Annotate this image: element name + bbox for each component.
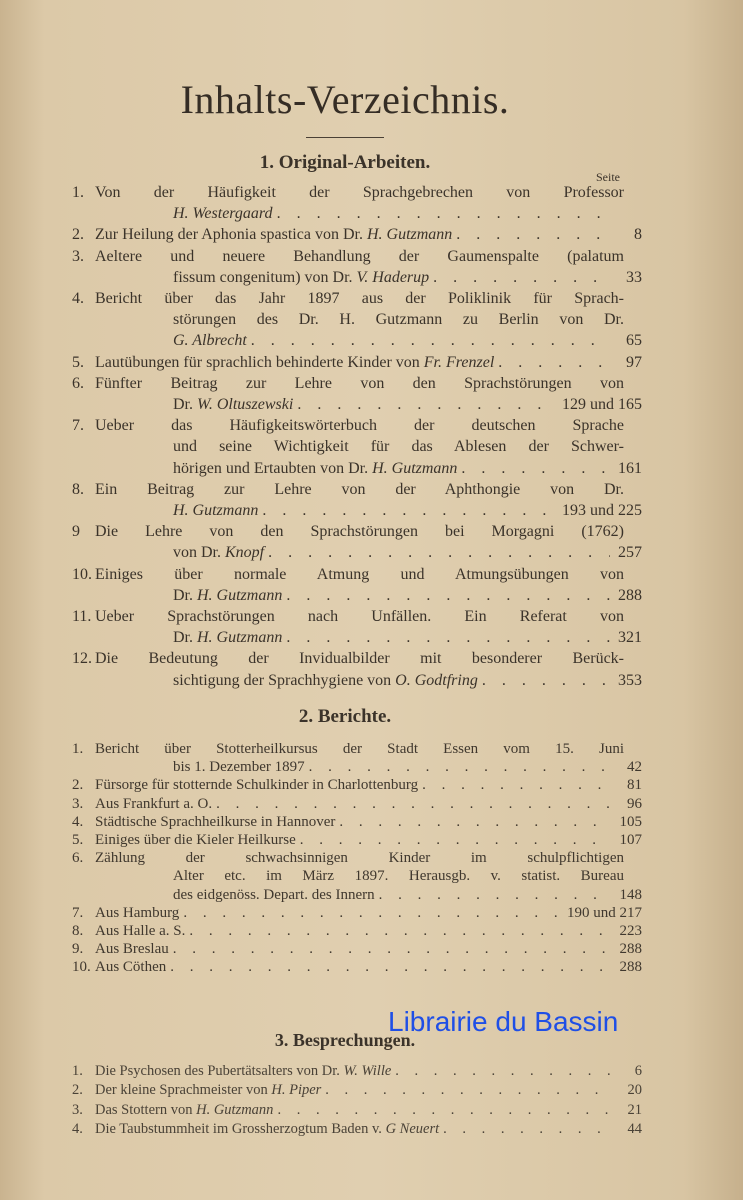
entry-text: Bericht über das Jahr 1897 aus der Poliklinik für Sprach-: [95, 290, 624, 308]
dot-leader: [268, 542, 610, 563]
toc-line: [72, 246, 642, 267]
page-number: 288: [619, 941, 642, 958]
section-list-berichte: [72, 740, 642, 977]
section-heading-original-arbeiten: 1. Original-Arbeiten.: [259, 152, 431, 173]
page-number: 193 und 225: [562, 502, 642, 520]
entry-text-line: [95, 352, 642, 373]
entry-title: [95, 831, 296, 849]
toc-entry: [72, 1101, 642, 1120]
entry-text: Ueber Sprachstörungen nach Unfällen. Ein Referat von: [95, 608, 624, 626]
entry-number: 4.: [72, 813, 84, 830]
dot-leader: [286, 627, 610, 648]
entry-title: [173, 309, 624, 330]
entry-text: Bericht über Stotterheilkursus der Stadt Essen vom 15. Juni: [95, 741, 624, 757]
entry-text-line: [95, 309, 642, 330]
entry-text-line: [95, 521, 642, 542]
section-heading-berichte: 2. Berichte.: [298, 706, 392, 727]
dot-leader: [433, 267, 610, 288]
toc-line: [72, 849, 642, 867]
dot-leader: [482, 670, 610, 691]
entry-text: Aus Breslau: [95, 941, 169, 958]
entry-author: H. Westergaard: [173, 205, 273, 223]
entry-text-line: [95, 813, 642, 831]
toc-entry: [72, 373, 642, 415]
toc-entry: [72, 776, 642, 794]
toc-entry: [72, 958, 642, 976]
toc-line: [72, 267, 642, 288]
entry-title: [173, 758, 305, 776]
entry-text-line: [95, 795, 642, 813]
page-column-label: Seite: [596, 170, 620, 184]
entry-text: fissum congenitum) von Dr.: [173, 268, 357, 286]
toc-line: [72, 288, 642, 309]
entry-number: 1.: [72, 1063, 83, 1079]
entry-number: 6.: [72, 374, 84, 392]
dot-leader: [251, 330, 610, 351]
toc-line: [72, 394, 642, 415]
toc-line: [72, 479, 642, 500]
toc-line: [72, 648, 642, 669]
entry-text: Die Bedeutung der Invidualbilder mit besonderer Berück-: [95, 650, 624, 668]
entry-number: 10.: [72, 959, 91, 976]
entry-text: Dr.: [173, 586, 197, 604]
entry-text-line: [95, 648, 642, 669]
dot-leader: [422, 776, 610, 794]
entry-title: [95, 922, 185, 940]
dot-leader: [456, 224, 610, 245]
entry-author: H. Gutzmann: [197, 629, 283, 647]
entry-text: Fürsorge für stotternde Schulkinder in Charlottenburg: [95, 777, 419, 794]
toc-entry: [72, 246, 642, 288]
section-list-besprechungen: [72, 1062, 642, 1139]
entry-number: 6.: [72, 850, 84, 867]
toc-line: [72, 670, 642, 691]
toc-entry: [72, 606, 642, 648]
toc-line: [72, 182, 642, 203]
toc-entry: [72, 831, 642, 849]
entry-text-line: [95, 670, 642, 691]
entry-title: [95, 940, 169, 958]
dot-leader: [183, 904, 563, 922]
entry-number: 7.: [72, 417, 84, 435]
entry-title: [95, 373, 624, 394]
entry-text-line: [95, 224, 642, 245]
entry-title: [95, 795, 212, 813]
dot-leader: [170, 958, 610, 976]
page-number: 288: [618, 586, 642, 604]
entry-text: sichtigung der Sprachhygiene von: [173, 671, 396, 689]
dot-leader: [277, 1101, 610, 1120]
toc-line: [72, 1101, 642, 1120]
entry-text-line: [95, 500, 642, 521]
dot-leader: [443, 1120, 610, 1139]
entry-text-line: [95, 627, 642, 648]
entry-text: von Dr.: [173, 544, 225, 562]
toc-entry: [72, 479, 642, 521]
dot-leader: [325, 1081, 610, 1100]
page-number: 21: [627, 1101, 642, 1118]
entry-author: G. Albrecht: [173, 332, 247, 350]
entry-number: 12.: [72, 650, 92, 668]
entry-text: Fünfter Beitrag zur Lehre von den Sprachstörungen von: [95, 374, 624, 392]
entry-author: H. Gutzmann: [366, 226, 453, 244]
entry-text-line: [95, 479, 642, 500]
entry-text-line: [95, 867, 642, 885]
toc-line: [72, 904, 642, 922]
entry-text: Die Lehre von den Sprachstörungen bei Morgagni (1762): [95, 523, 624, 541]
entry-text: Ein Beitrag zur Lehre von der Aphthongie von Dr.: [95, 480, 624, 498]
dot-leader: [173, 940, 610, 958]
entry-title: [95, 1101, 273, 1120]
page-number: 257: [618, 544, 642, 562]
entry-title: [95, 1081, 321, 1100]
entry-number: 3.: [72, 795, 84, 812]
toc-entry: [72, 182, 642, 224]
entry-text: Aus Hamburg: [95, 904, 180, 921]
toc-line: [72, 500, 642, 521]
entry-author: Fr. Frenzel: [423, 353, 495, 371]
entry-title: [173, 627, 282, 648]
page-number: 96: [627, 795, 642, 812]
entry-text-line: [95, 1101, 642, 1120]
entry-title: [95, 958, 166, 976]
entry-text: Aus Halle a. S.: [95, 923, 186, 940]
entry-title: [173, 500, 258, 521]
entry-number: 9: [72, 523, 80, 541]
toc-entry: [72, 1120, 642, 1139]
entry-text: des eidgenöss. Depart. des Innern: [173, 886, 375, 903]
watermark-logo: Librairie du Bassin: [388, 1006, 619, 1037]
toc-entry: [72, 940, 642, 958]
entry-text: Lautübungen für sprachlich behinderte Kinder von: [95, 353, 424, 371]
section-list-original-arbeiten: [72, 182, 642, 691]
toc-line: [72, 958, 642, 976]
entry-text-line: [95, 415, 642, 436]
entry-title: [173, 886, 375, 904]
entry-title: [95, 246, 624, 267]
entry-text: Das Stottern von: [95, 1101, 197, 1118]
entry-text-line: [95, 1062, 642, 1081]
page-number: 65: [626, 332, 642, 350]
entry-text-line: [95, 922, 642, 940]
dot-leader: [262, 500, 558, 521]
entry-title: [95, 1062, 391, 1081]
entry-title: [173, 267, 429, 288]
entry-number: 8.: [72, 923, 84, 940]
toc-entry: [72, 795, 642, 813]
entry-title: [173, 670, 478, 691]
entry-title: [95, 479, 624, 500]
entry-title: [95, 776, 418, 794]
toc-line: [72, 886, 642, 904]
entry-title: [173, 394, 293, 415]
entry-author: W. Oltuszewski: [197, 396, 294, 414]
entry-title: [95, 288, 624, 309]
entry-number: 1.: [72, 741, 84, 757]
entry-text: störungen des Dr. H. Gutzmann zu Berlin von Dr.: [173, 311, 624, 329]
entry-text-line: [95, 458, 642, 479]
entry-text: Zählung der schwachsinnigen Kinder im schulpflichtigen: [95, 850, 624, 867]
entry-text-line: [95, 394, 642, 415]
entry-text: Die Taubstummheit im Grossherzogtum Baden v.: [95, 1120, 386, 1137]
page-number: 33: [626, 268, 642, 286]
entry-number: 9.: [72, 941, 84, 958]
entry-text-line: [95, 1120, 642, 1139]
toc-line: [72, 1062, 642, 1081]
toc-line: [72, 606, 642, 627]
page-number: 223: [619, 923, 642, 940]
entry-author: H. Piper: [271, 1082, 322, 1099]
toc-line: [72, 831, 642, 849]
toc-entry: [72, 521, 642, 563]
entry-author: H. Gutzmann: [372, 459, 458, 477]
page-number: 20: [627, 1082, 642, 1099]
entry-title: [95, 415, 624, 436]
toc-line: [72, 458, 642, 479]
entry-author: O. Godtfring: [395, 671, 478, 689]
toc-entry: [72, 922, 642, 940]
dot-leader: [277, 203, 610, 224]
entry-number: 3.: [72, 1101, 83, 1118]
entry-text: Aeltere und neuere Behandlung der Gaumenspalte (palatum: [95, 247, 624, 265]
page-number: 161: [618, 459, 642, 477]
toc-line: [72, 224, 642, 245]
dot-leader: [395, 1062, 610, 1081]
entry-author: Knopf: [225, 544, 265, 562]
toc-line: [72, 585, 642, 606]
entry-title: [95, 1120, 439, 1139]
entry-title: [173, 458, 457, 479]
entry-text-line: [95, 288, 642, 309]
page-number: 129 und 165: [562, 396, 642, 414]
toc-line: [72, 521, 642, 542]
title-divider: [306, 137, 384, 138]
entry-text-line: [95, 886, 642, 904]
entry-number: 4.: [72, 1120, 83, 1137]
page-number: 105: [619, 813, 642, 830]
entry-text-line: [95, 740, 642, 758]
entry-text-line: [95, 758, 642, 776]
toc-line: [72, 330, 642, 351]
toc-line: [72, 1120, 642, 1139]
entry-text-line: [95, 182, 642, 203]
entry-number: 2.: [72, 777, 84, 794]
entry-text-line: [95, 849, 642, 867]
entry-text-line: [95, 203, 642, 224]
dot-leader: [461, 458, 610, 479]
toc-line: [72, 542, 642, 563]
page-number: 97: [626, 353, 642, 371]
toc-entry: [72, 1081, 642, 1100]
entry-text: Einiges über die Kieler Heilkurse: [95, 832, 296, 849]
page-number: 44: [627, 1120, 642, 1137]
section-heading-besprechungen: 3. Besprechungen.: [274, 1030, 416, 1050]
toc-line: [72, 776, 642, 794]
toc-entry: [72, 904, 642, 922]
dot-leader: [300, 831, 610, 849]
toc-line: [72, 795, 642, 813]
dot-leader: [339, 813, 610, 831]
toc-entry: [72, 564, 642, 606]
entry-text: Aus Cöthen: [95, 959, 167, 976]
page-number: 42: [627, 759, 642, 776]
page-number: 6: [634, 1063, 642, 1079]
toc-line: [72, 940, 642, 958]
entry-author: G Neuert: [385, 1120, 440, 1137]
page-title: Inhalts-Verzeichnis.: [180, 77, 510, 122]
toc-line: [72, 627, 642, 648]
toc-line: [72, 922, 642, 940]
entry-text: und seine Wichtigkeit für das Ablesen der Schwer-: [173, 438, 624, 456]
entry-text-line: [95, 585, 642, 606]
toc-line: [72, 415, 642, 436]
entry-text-line: [95, 330, 642, 351]
entry-author: H. Gutzmann: [173, 502, 259, 520]
entry-text: bis 1. Dezember 1897: [173, 759, 305, 776]
entry-title: [173, 203, 273, 224]
entry-text-line: [95, 246, 642, 267]
dot-leader: [286, 585, 610, 606]
page-number: 107: [619, 832, 642, 849]
entry-text-line: [95, 831, 642, 849]
toc-entry: [72, 224, 642, 245]
page-number: 353: [618, 671, 642, 689]
entry-title: [95, 224, 452, 245]
entry-text: Die Psychosen des Pubertätsalters von Dr.: [95, 1063, 344, 1079]
entry-number: 10.: [72, 565, 92, 583]
toc-line: [72, 436, 642, 457]
toc-line: [72, 203, 642, 224]
toc-line: [72, 740, 642, 758]
entry-text: Dr.: [173, 629, 197, 647]
entry-number: 3.: [72, 247, 84, 265]
entry-author: W. Wille: [343, 1063, 392, 1079]
dot-leader: [498, 352, 610, 373]
entry-text-line: [95, 436, 642, 457]
entry-title: [173, 542, 264, 563]
entry-text-line: [95, 940, 642, 958]
entry-text: Der kleine Sprachmeister von: [95, 1082, 272, 1099]
toc-entry: [72, 352, 642, 373]
dot-leader: [379, 886, 610, 904]
entry-number: 2.: [72, 1082, 83, 1099]
entry-text-line: [95, 776, 642, 794]
entry-number: 2.: [72, 226, 84, 244]
entry-text-line: [95, 958, 642, 976]
entry-title: [95, 182, 624, 203]
entry-text-line: [95, 542, 642, 563]
entry-number: 4.: [72, 290, 84, 308]
entry-text: Städtische Sprachheilkurse in Hannover: [95, 813, 336, 830]
toc-entry: [72, 813, 642, 831]
page-number: 8: [634, 226, 642, 244]
entry-text-line: [95, 904, 642, 922]
entry-author: V. Haderup: [356, 268, 430, 286]
dot-leader: [189, 922, 610, 940]
toc-entry: [72, 648, 642, 690]
entry-title: [173, 436, 624, 457]
page-number: 148: [619, 886, 642, 903]
entry-text: hörigen und Ertaubten von Dr.: [173, 459, 373, 477]
entry-author: H. Gutzmann: [197, 586, 283, 604]
toc-line: [72, 352, 642, 373]
dot-leader: [309, 758, 610, 776]
entry-number: 8.: [72, 480, 84, 498]
entry-title: [95, 648, 624, 669]
entry-title: [95, 740, 624, 758]
toc-entry: [72, 415, 642, 479]
toc-entry: [72, 1062, 642, 1081]
dot-leader: [216, 795, 610, 813]
entry-number: 5.: [72, 353, 84, 371]
entry-text-line: [95, 606, 642, 627]
page-number: 81: [627, 777, 642, 794]
entry-number: 1.: [72, 184, 84, 201]
entry-text: Dr.: [173, 396, 197, 414]
dot-leader: [297, 394, 558, 415]
toc-entry: [72, 740, 642, 776]
toc-entry: [72, 288, 642, 352]
entry-text: Von der Häufigkeit der Sprachgebrechen von Professor: [95, 184, 624, 201]
entry-text-line: [95, 373, 642, 394]
toc-entry: [72, 849, 642, 904]
entry-title: [173, 867, 624, 885]
toc-line: [72, 867, 642, 885]
entry-text-line: [95, 564, 642, 585]
entry-number: 11.: [72, 608, 92, 626]
entry-author: H. Gutzmann: [196, 1101, 274, 1118]
entry-title: [95, 564, 624, 585]
toc-line: [72, 813, 642, 831]
page-number: 288: [619, 959, 642, 976]
entry-title: [95, 521, 624, 542]
entry-title: [95, 849, 624, 867]
toc-line: [72, 1081, 642, 1100]
toc-line: [72, 309, 642, 330]
entry-text: Einiges über normale Atmung und Atmungsübungen von: [95, 565, 624, 583]
entry-number: 7.: [72, 904, 84, 921]
toc-line: [72, 758, 642, 776]
entry-text-line: [95, 267, 642, 288]
entry-text: Alter etc. im März 1897. Herausgb. v. statist. Bureau: [173, 868, 624, 885]
entry-title: [95, 606, 624, 627]
entry-text-line: [95, 1081, 642, 1100]
entry-text: Aus Frankfurt a. O.: [95, 795, 213, 812]
entry-text: Zur Heilung der Aphonia spastica von Dr.: [95, 226, 367, 244]
toc-line: [72, 564, 642, 585]
entry-title: [95, 352, 494, 373]
page-number: 321: [618, 629, 642, 647]
page-number: 190 und 217: [567, 904, 642, 921]
entry-number: 5.: [72, 832, 84, 849]
toc-line: [72, 373, 642, 394]
entry-title: [95, 813, 335, 831]
entry-title: [173, 330, 247, 351]
entry-title: [173, 585, 282, 606]
entry-title: [95, 904, 179, 922]
entry-text: Ueber das Häufigkeitswörterbuch der deutschen Sprache: [95, 417, 624, 435]
